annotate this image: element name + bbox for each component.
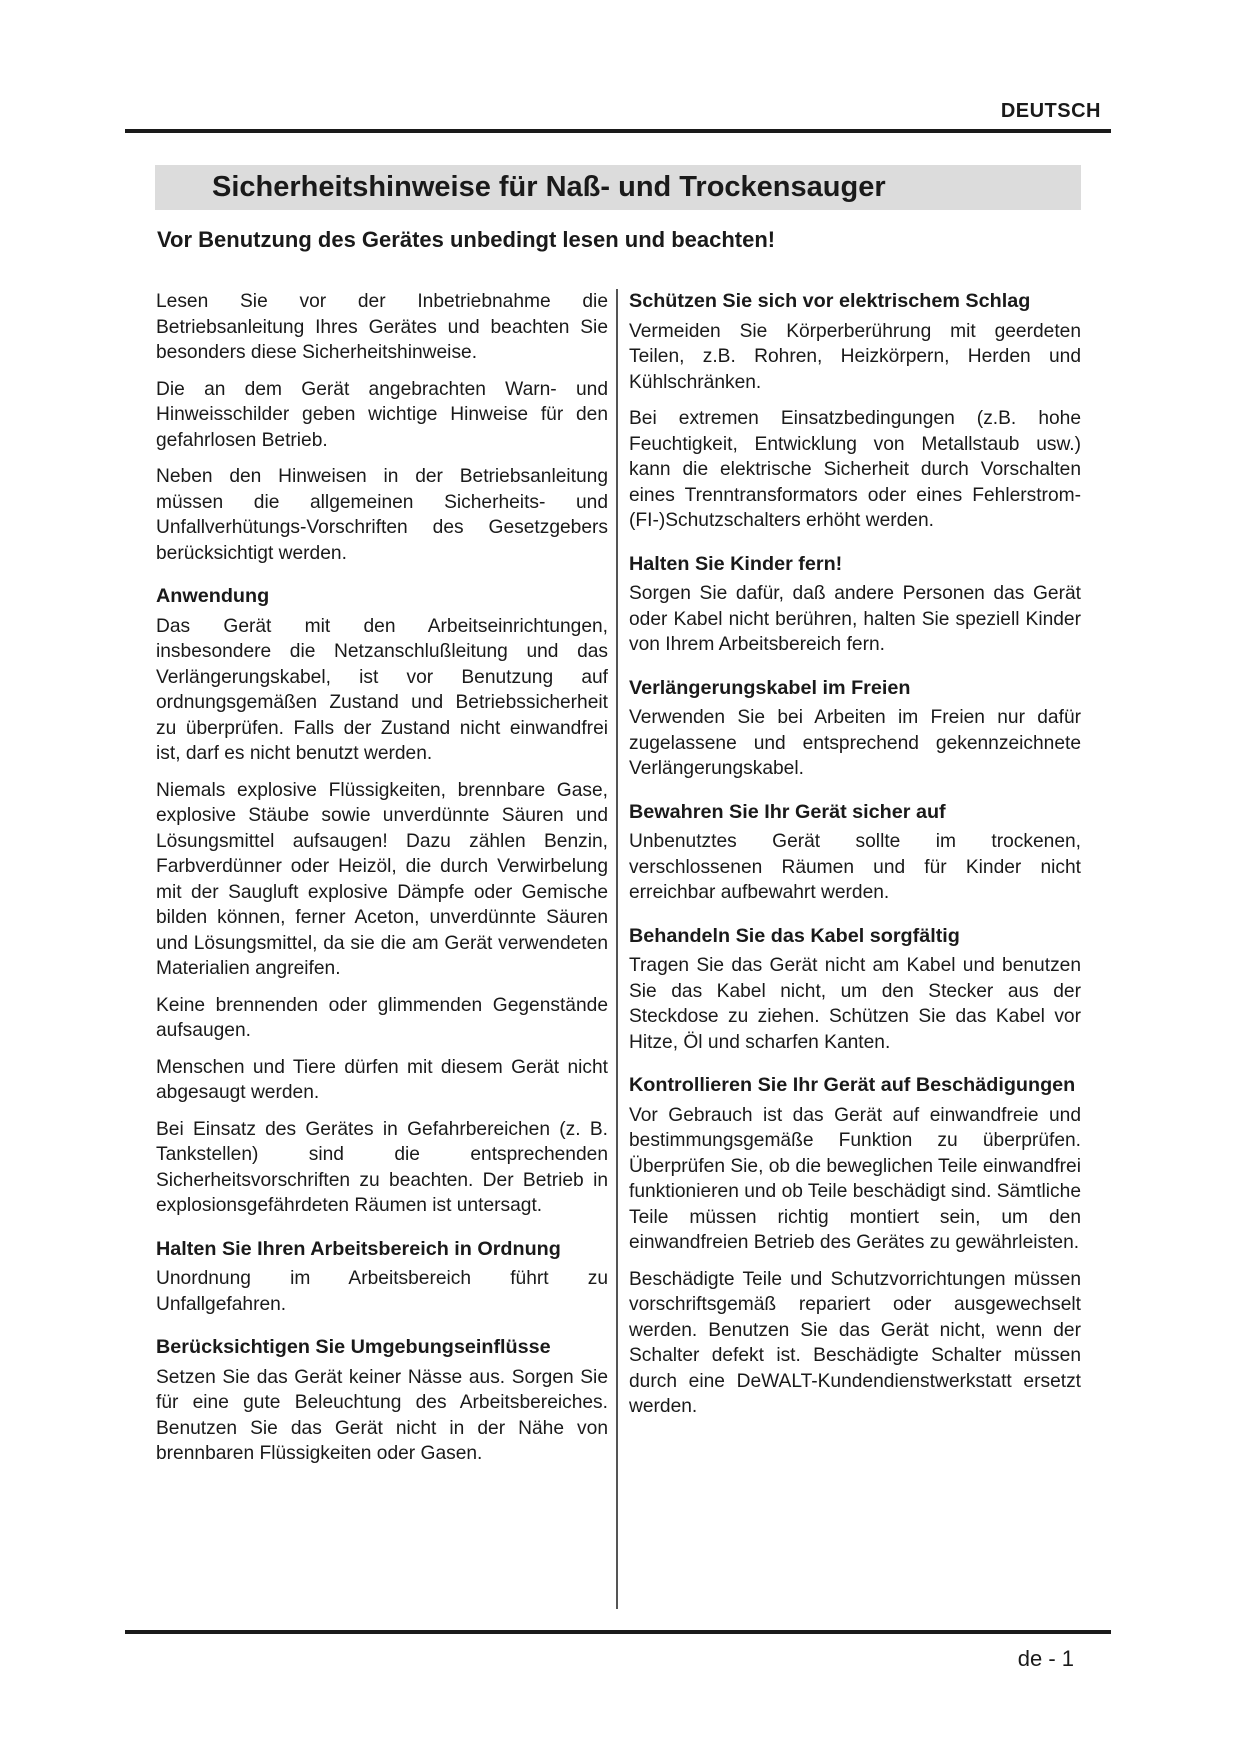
section-heading: Behandeln Sie das Kabel sorgfältig (629, 924, 960, 947)
paragraph: Setzen Sie das Gerät keiner Nässe aus. Sorgen Sie für eine gute Beleuchtung des Arbeitsbereiches. Benutzen Sie das Gerät nicht in der Nähe von brennbaren Flüssigkeiten oder Gasen. (156, 1366, 608, 1464)
paragraph: Sorgen Sie dafür, daß andere Personen das Gerät oder Kabel nicht berühren, halten Sie speziell Kinder von Ihrem Arbeitsbereich fern. (629, 583, 1081, 655)
section-umgebung (156, 1335, 608, 1467)
paragraph: Vermeiden Sie Körperberührung mit geerdeten Teilen, z.B. Rohren, Heizkörpern, Herden und Kühlschränken. (629, 320, 1081, 393)
title-banner (155, 165, 1081, 210)
paragraph: Bei extremen Einsatzbedingungen (z.B. hohe Feuchtigkeit, Entwicklung von Metallstaub usw.) kann die elektrische Sicherheit durch Vorschalten eines Trenntransformators oder eines Fehlerstrom-(FI-)Schutzschalters erhöht werden. (629, 408, 1081, 531)
page-subtitle: Vor Benutzung des Gerätes unbedingt lesen und beachten! (157, 227, 776, 252)
paragraph: Unordnung im Arbeitsbereich führt zu Unfallgefahren. (156, 1268, 608, 1315)
section-heading: Halten Sie Ihren Arbeitsbereich in Ordnung (156, 1237, 561, 1260)
section-heading: Kontrollieren Sie Ihr Gerät auf Beschädigungen (629, 1074, 1076, 1096)
column-divider (616, 289, 618, 1609)
paragraph: Neben den Hinweisen in der Betriebsanleitung müssen die allgemeinen Sicherheits- und Unfallverhütungs-Vorschriften des Gesetzgebers berücksichtigt werden. (156, 466, 608, 564)
paragraph: Tragen Sie das Gerät nicht am Kabel und benutzen Sie das Kabel nicht, um den Stecker aus der Steckdose zu ziehen. Schützen Sie das Kabel vor Hitze, Öl und scharfen Kanten. (629, 955, 1081, 1053)
section-heading: Berücksichtigen Sie Umgebungseinflüsse (156, 1336, 551, 1358)
paragraph: Die an dem Gerät angebrachten Warn- und Hinweisschilder geben wichtige Hinweise für den gefahrlosen Betrieb. (156, 378, 608, 451)
section-heading: Bewahren Sie Ihr Gerät sicher auf (629, 800, 946, 823)
section-kabel (629, 924, 1081, 1056)
paragraph: Lesen Sie vor der Inbetriebnahme die Betriebsanleitung Ihres Gerätes und beachten Sie besonders diese Sicherheitshinweise. (156, 291, 608, 363)
section-freien (629, 676, 1081, 782)
paragraph: Beschädigte Teile und Schutzvorrichtungen müssen vorschriftsgemäß repariert oder ausgewechselt werden. Benutzen Sie das Gerät nicht, wenn der Schalter defekt ist. Beschädigte Schalter müssen durch eine DeWALT-Kundendienstwerkstatt ersetzt werden. (629, 1268, 1081, 1417)
paragraph: Vor Gebrauch ist das Gerät auf einwandfreie und bestimmungsgemäße Funktion zu überprüfen. Überprüfen Sie, ob die beweglichen Teile einwandfrei funktionieren und ob Teile beschädigt sind. Sämtliche Teile müssen richtig montiert sein, um den einwandfreien Betrieb des Gerätes zu gewährleisten. (629, 1104, 1081, 1253)
section-heading: Halten Sie Kinder fern! (629, 552, 843, 575)
paragraph: Niemals explosive Flüssigkeiten, brennbare Gase, explosive Stäube sowie unverdünnte Säuren und Lösungsmittel aufsaugen! Dazu zählen Benzin, Farbverdünner oder Heizöl, die durch Verwirbelung mit der Saugluft explosive Dämpfe oder Gemische bilden können, ferner Aceton, unverdünnte Säuren und Lösungsmittel, da sie die am Gerät verwendeten Materialien angreifen. (156, 779, 608, 979)
section-kinder (629, 552, 1081, 658)
section-heading: Anwendung (156, 585, 270, 607)
right-column (629, 289, 1081, 1438)
paragraph: Verwenden Sie bei Arbeiten im Freien nur dafür zugelassene und entsprechend gekennzeichnete Verlängerungskabel. (629, 707, 1081, 779)
section-aufbewahren (629, 800, 1081, 906)
header-rule (125, 129, 1111, 133)
intro-section (156, 289, 608, 566)
paragraph: Menschen und Tiere dürfen mit diesem Gerät nicht abgesaugt werden. (156, 1056, 608, 1103)
paragraph: Bei Einsatz des Gerätes in Gefahrbereichen (z. B. Tankstellen) sind die entsprechenden Sicherheitsvorschriften zu beachten. Der Betrieb in explosionsgefährdeten Räumen ist untersagt. (156, 1118, 608, 1216)
section-heading: Verlängerungskabel im Freien (629, 676, 911, 699)
language-label: DEUTSCH (1000, 100, 1101, 122)
footer-rule (125, 1630, 1111, 1634)
section-schlag (629, 289, 1081, 534)
page-title: Sicherheitshinweise für Naß- und Trockensauger (212, 171, 886, 203)
section-heading: Schützen Sie sich vor elektrischem Schlag (629, 290, 1031, 312)
section-anwendung (156, 584, 608, 1219)
paragraph: Unbenutztes Gerät sollte im trockenen, verschlossenen Räumen und für Kinder nicht erreichbar aufbewahrt werden. (629, 831, 1081, 903)
paragraph: Keine brennenden oder glimmenden Gegenstände aufsaugen. (156, 994, 608, 1041)
section-kontrolle (629, 1073, 1081, 1420)
page-number: de - 1 (1017, 1646, 1074, 1671)
paragraph: Das Gerät mit den Arbeitseinrichtungen, insbesondere die Netzanschlußleitung und das Verlängerungskabel, ist vor Benutzung auf ordnungsgemäßen Zustand und Betriebssicherheit zu überprüfen. Falls der Zustand nicht einwandfrei ist, darf es nicht benutzt werden. (156, 615, 608, 764)
left-column (156, 289, 608, 1485)
section-ordnung (156, 1237, 608, 1318)
